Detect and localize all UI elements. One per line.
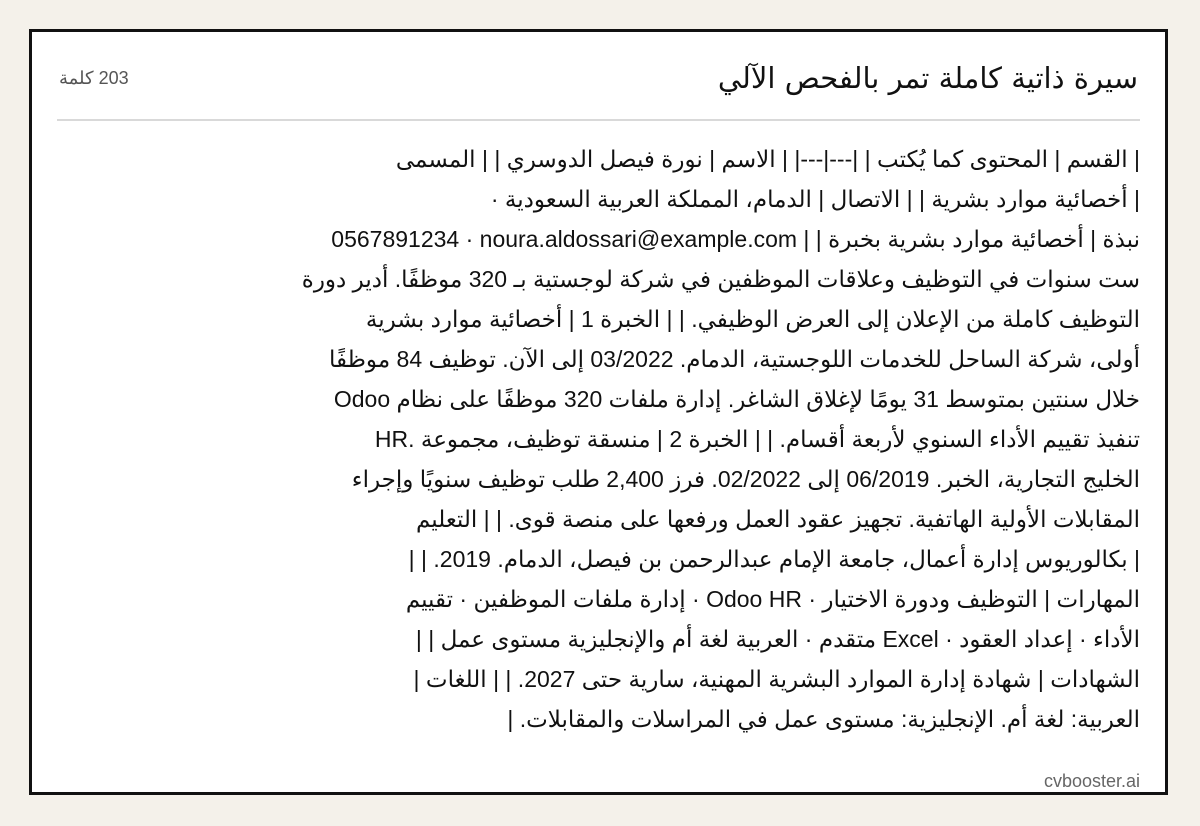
resume-content	[57, 139, 1140, 739]
content-line: العربية: لغة أم. الإنجليزية: مستوى عمل في المراسلات والمقابلات. |	[507, 706, 1140, 732]
content-line: خلال سنتين بمتوسط 31 يومًا لإغلاق الشاغر. إدارة ملفات 320 موظفًا على نظام Odoo	[333, 386, 1140, 412]
resume-card	[29, 29, 1168, 795]
content-line: HR. تنفيذ تقييم الأداء السنوي لأربعة أقسام. | | الخبرة 2 | منسقة توظيف، مجموعة	[374, 426, 1140, 452]
content-line: 0567891234 · noura.aldossari@example.com | | نبذة | أخصائية موارد بشرية بخبرة	[331, 226, 1140, 252]
content-line: الخليج التجارية، الخبر. 06/2019 إلى 02/2022. فرز 2,400 طلب توظيف سنويًا وإجراء	[351, 466, 1140, 492]
word-count-label: 203 كلمة	[59, 68, 129, 88]
content-line: | القسم | المحتوى كما يُكتب | |---|---| | الاسم | نورة فيصل الدوسري | | المسمى	[395, 146, 1140, 172]
content-line: الأداء · إعداد العقود · Excel متقدم · العربية لغة أم والإنجليزية مستوى عمل | |	[415, 626, 1140, 652]
content-line: المهارات | التوظيف ودورة الاختيار · Odoo HR · إدارة ملفات الموظفين · تقييم	[405, 586, 1140, 612]
content-line: أولى، شركة الساحل للخدمات اللوجستية، الدمام. 03/2022 إلى الآن. توظيف 84 موظفًا	[328, 346, 1140, 372]
card-header	[57, 32, 1140, 121]
content-line: الشهادات | شهادة إدارة الموارد البشرية المهنية، سارية حتى 2027. | | اللغات |	[413, 666, 1140, 692]
content-line: المقابلات الأولية الهاتفية. تجهيز عقود العمل ورفعها على منصة قوى. | | التعليم	[415, 506, 1140, 532]
page-title: سيرة ذاتية كاملة تمر بالفحص الآلي	[717, 61, 1138, 95]
content-line: التوظيف كاملة من الإعلان إلى العرض الوظيفي. | | الخبرة 1 | أخصائية موارد بشرية	[365, 306, 1140, 332]
content-line: | أخصائية موارد بشرية | | الاتصال | الدمام، المملكة العربية السعودية ·	[490, 186, 1140, 212]
content-line: ست سنوات في التوظيف وعلاقات الموظفين في شركة لوجستية بـ 320 موظفًا. أدير دورة	[301, 266, 1140, 292]
brand-label: cvbooster.ai	[1043, 771, 1140, 791]
content-line: | بكالوريوس إدارة أعمال، جامعة الإمام عبدالرحمن بن فيصل، الدمام. 2019. | |	[408, 546, 1140, 572]
